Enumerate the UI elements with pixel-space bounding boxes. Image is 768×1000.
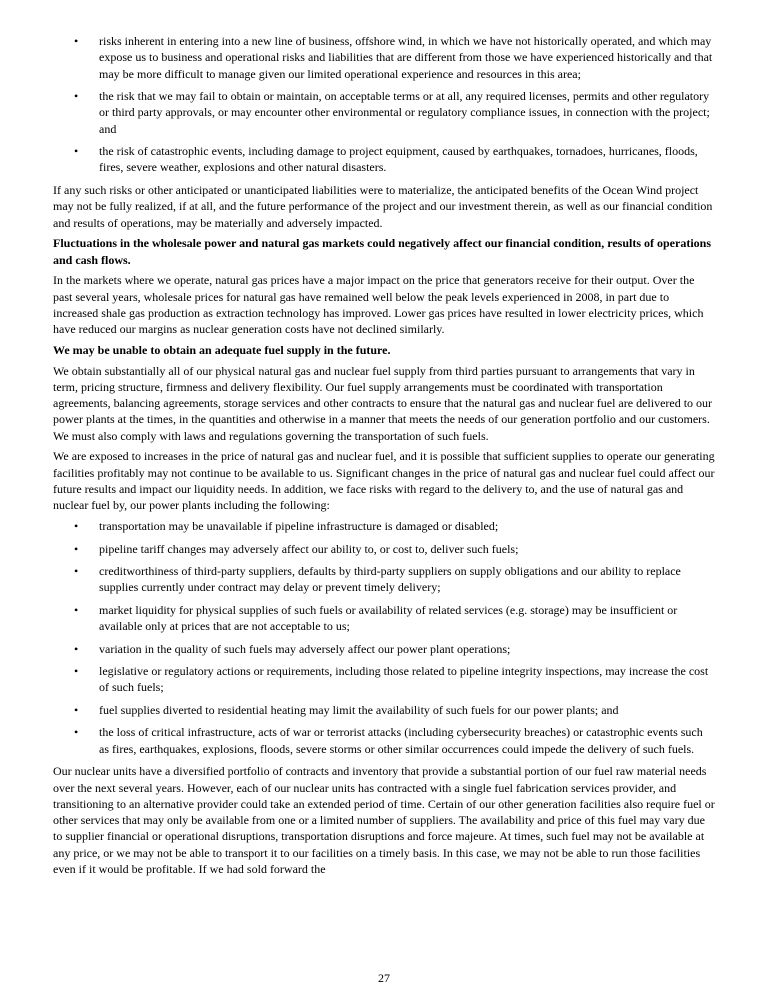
list-item-text: legislative or regulatory actions or requirements, including those related to pipeline integrity inspections, may increase the cost of such fuels;: [99, 664, 709, 695]
paragraph-price-exposure: We are exposed to increases in the price of natural gas and nuclear fuel, and it is possible that sufficient supplies to operate our generating facilities profitably may not continue to be available to us. Significant changes in the price of natural gas and nuclear fuel could affect our future results and impact our liquidity needs. In addition, we face risks with regard to the delivery to, and the use of natural gas and nuclear fuel by, our power plants including the following:: [53, 449, 715, 513]
list-item-text: creditworthiness of third-party suppliers, defaults by third-party suppliers on supply obligations and our ability to replace supplies currently under contract may delay or prevent timely delivery;: [99, 564, 681, 595]
list-item: [53, 702, 715, 718]
bullet-marker: •: [74, 144, 79, 159]
list-item: [53, 33, 715, 82]
bullet-marker: •: [74, 664, 79, 679]
bullet-marker: •: [74, 541, 79, 556]
paragraph-fuel-arrangements: We obtain substantially all of our physical natural gas and nuclear fuel supply from third parties pursuant to arrangements that vary in term, pricing structure, firmness and delivery flexibility. Our fuel supply arrangements must be coordinated with transportation agreements, balancing agreements, storage services and other contracts to ensure that the natural gas and nuclear fuel are delivered to our power plants at the times, in the quantities and otherwise in a manner that meets the needs of our generation portfolio and our customers. We must also comply with laws and regulations governing the transportation of such fuels.: [53, 363, 713, 443]
bullet-marker: •: [74, 641, 79, 656]
bullet-list-fuel-delivery-risks: [53, 518, 715, 757]
bullet-marker: •: [74, 564, 79, 579]
list-item: [53, 518, 715, 534]
bullet-marker: •: [74, 702, 79, 717]
list-item-text: the risk that we may fail to obtain or maintain, on acceptable terms or at all, any required licenses, permits and other regulatory or third party approvals, or may encounter other environmental or regulatory compliance issues, in connection with the project; and: [99, 89, 710, 136]
bullet-marker: •: [74, 34, 79, 48]
bullet-marker: •: [74, 602, 79, 617]
heading-fuel-supply: We may be unable to obtain an adequate fuel supply in the future.: [53, 342, 391, 357]
page-number: 27: [378, 971, 390, 985]
bullet-marker: •: [74, 519, 79, 534]
list-item: [53, 88, 715, 137]
paragraph-ocean-wind: If any such risks or other anticipated or unanticipated liabilities were to materialize, the anticipated benefits of the Ocean Wind project may not be fully realized, if at all, and the future performance of the project and our investment therein, as well as our financial condition and results of operations, may be materially and adversely impacted.: [53, 182, 713, 230]
list-item: [53, 541, 715, 557]
list-item: [53, 641, 715, 657]
paragraph-natural-gas-prices: In the markets where we operate, natural gas prices have a major impact on the price that generators receive for their output. Over the past several years, wholesale prices for natural gas have remained well below the peak levels experienced in 2008, in part due to increased shale gas production as extraction technology has improved. Lower gas prices have resulted in lower electricity prices, which have reduced our margins as nuclear generation costs have not declined similarly.: [53, 273, 704, 337]
list-item: [53, 602, 715, 635]
bullet-marker: •: [74, 89, 79, 104]
list-item: [53, 663, 715, 696]
list-item-text: fuel supplies diverted to residential heating may limit the availability of such fuels for our power plants; and: [99, 702, 619, 717]
bullet-list-ocean-wind-risks: [53, 33, 715, 176]
list-item-text: variation in the quality of such fuels may adversely affect our power plant operations;: [99, 641, 511, 656]
paragraph-nuclear-fuel: Our nuclear units have a diversified portfolio of contracts and inventory that provide a substantial portion of our fuel raw material needs over the next several years. However, each of our nuclear units has contracted with a single fuel fabrication services provider, and transitioning to an alternative provider could take an extended period of time. Certain of our other generation facilities also require fuel or other services that may only be available from one or a limited number of suppliers. The availability and price of this fuel may vary due to supplier financial or operational disruptions, transportation disruptions and force majeure. At times, such fuel may not be available at any price, or we may not be able to transport it to our facilities on a timely basis. In this case, we may not be able to run those facilities even if it would be profitable. If we had sold forward the: [53, 764, 715, 877]
heading-market-fluctuations: Fluctuations in the wholesale power and natural gas markets could negatively affect our financial condition, results of operations and cash flows.: [53, 236, 712, 267]
document-page: [53, 33, 715, 882]
list-item: [53, 724, 715, 757]
list-item-text: the loss of critical infrastructure, acts of war or terrorist attacks (including cybersecurity breaches) or catastrophic events such as fires, earthquakes, explosions, floods, severe storms or other similar occurrences could impede the delivery of such fuels.: [99, 725, 703, 756]
list-item: [53, 563, 715, 596]
list-item-text: transportation may be unavailable if pipeline infrastructure is damaged or disabled;: [99, 519, 499, 534]
list-item-text: market liquidity for physical supplies of such fuels or availability of related services (e.g. storage) may be insufficient or available only at prices that are not acceptable to us;: [99, 602, 678, 634]
list-item-text: risks inherent in entering into a new line of business, offshore wind, in which we have not historically operated, and which may expose us to business and operational risks and liabilities that are different from those we have experienced historically and that may be more difficult to manage given our limited operational experience and resources in this area;: [99, 34, 713, 81]
list-item-text: the risk of catastrophic events, including damage to project equipment, caused by earthquakes, tornadoes, hurricanes, floods, fires, severe weather, explosions and other natural disasters.: [99, 144, 698, 175]
list-item-text: pipeline tariff changes may adversely affect our ability to, or cost to, deliver such fuels;: [99, 541, 519, 556]
bullet-marker: •: [74, 725, 79, 740]
list-item: [53, 143, 715, 176]
